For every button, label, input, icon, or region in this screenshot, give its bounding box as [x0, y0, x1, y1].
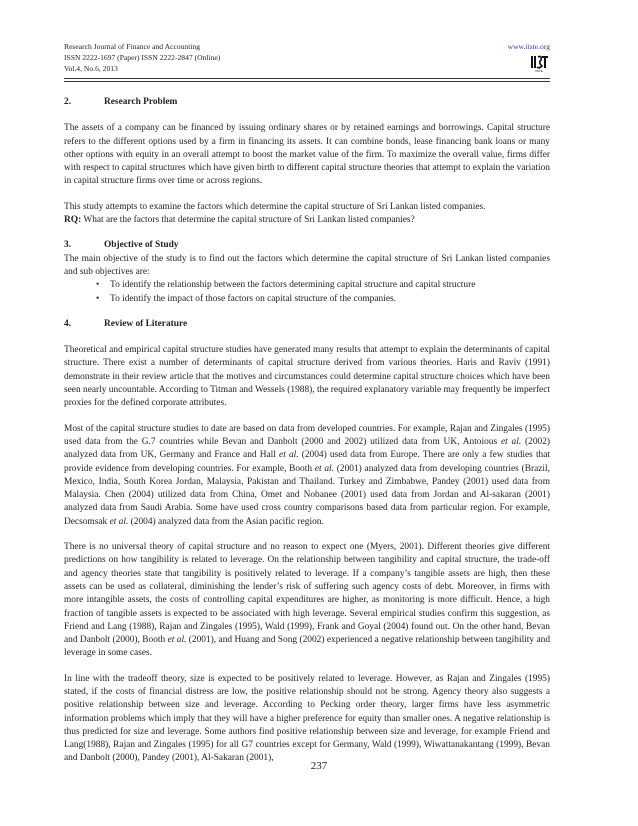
section-4-paragraph-1: Theoretical and empirical capital structure studies have generated many results that attempt to explain the determinants of capital structure. There exist a number of determinants of capital structure derived from various theories. Haris and Raviv (1991) demonstrate in their review article that the motives and circumstances could determine capital structure choices which have been seen nearly uncountable. According to Titman and Wessels (1988), the required explanatory variable may frequently be imperfect proxies for the defined corporate attributes.	[64, 345, 550, 409]
logo-text: IISTE	[535, 69, 543, 73]
section-3-title: Objective of Study	[104, 240, 179, 251]
etal-5: et al.	[167, 635, 187, 646]
etal-4: et al.	[109, 516, 129, 527]
list-item: • To identify the relationship between the factors determining capital structure and capital structure	[64, 279, 550, 292]
section-4-paragraph-2	[64, 423, 550, 529]
header-rule-2	[64, 81, 550, 82]
section-4-paragraph-4: In line with the tradeoff theory, size is expected to be positively related to leverage. However, as Rajan and Zingales (1995) stated, if the costs of financial distress are low, the positive relationship should not be strong. Agency theory also suggests a positive relationship between size and leverage. According to Pecking order theory, larger firms have less asymmetric information problems which imply that they will have a higher preference for equity than smaller ones. A negative relationship is thus predicted for size and leverage. Some authors find positive relationship between size and leverage, for example Friend and Lang(1988), Rajan and Zingales (1995) for all G7 countries except for Germany, Wald (1999), Wiwattanakantang (1999), Bevan and Danbolt (2000), Pandey (2001), Al-Sakaran (2001),	[64, 673, 550, 764]
journal-url-link[interactable]: www.iiste.org	[507, 42, 550, 51]
section-3-paragraph-1: The main objective of the study is to find out the factors which determine the capital structure of Sri Lankan listed companies and sub objectives are:	[64, 253, 550, 277]
section-4-title: Review of Literature	[104, 318, 188, 329]
section-2-paragraph-1: The assets of a company can be financed by issuing ordinary shares or by retained earnings and borrowings. Capital structure refers to the different options used by a firm in financing its assets. It can combine bonds, lease financing bank loans or many other options with equity in an overall attempt to boost the market value of the firm. To maximize the overall value, firms differ with respect to capital structures which have given birth to different capital structure theories that attempt to explain the variation in capital structure firms over time or across regions.	[64, 123, 550, 187]
rq-text: What are the factors that determine the capital structure of Sri Lankan listed companies?	[81, 215, 415, 226]
section-3-heading	[64, 239, 550, 252]
section-2-number: 2.	[64, 97, 72, 107]
p2-text-e: (2004) analyzed data from the Asian pacific region.	[128, 516, 324, 527]
section-4-paragraph-3	[64, 541, 550, 661]
volume-line: Vol.4, No.6, 2013	[64, 64, 118, 73]
p2-text-d: (2001) analyzed data from developing countries (Brazil, Mexico, India, South Korea Jordan, Malaysia, Pakistan and Thailand. Turkey and Zimbabwe, Pandey (2001) used data from Malaysia. Chen (2004) utilized data from China, Omet and Nobanee (2001) used data from Jordan and Al-sakaran (2001) analyzed data from Saudi Arabia. Some have used cross country comparisons based data from particular region. For example, Decsomsak	[64, 463, 550, 527]
page-number: 237	[310, 760, 328, 772]
page-body	[64, 96, 550, 766]
section-2-heading	[64, 96, 550, 109]
journal-name: Research Journal of Finance and Accounting	[64, 42, 201, 51]
issn-line: ISSN 2222-1697 (Paper) ISSN 2222-2847 (Online)	[64, 53, 221, 62]
etal-2: et al.	[279, 450, 299, 461]
etal-3: et al.	[314, 463, 334, 474]
objectives-list	[64, 279, 550, 306]
header-rule	[64, 78, 550, 79]
iiste-logo-icon	[528, 51, 550, 73]
section-4-heading	[64, 318, 550, 331]
section-2-paragraph-2: This study attempts to examine the factors which determine the capital structure of Sri Lankan listed companies.	[64, 201, 486, 212]
etal-1: et al.	[500, 436, 522, 447]
section-4-number: 4.	[64, 318, 72, 329]
p3-text-a: There is no universal theory of capital structure and no reason to expect one (Myers, 2001). Different theories give different predictions on how tangibility is related to leverage. On the relationship between tangibility and capital structure, the trade-off and agency theories state that tangibility is positively related to leverage. If a company’s tangible assets are high, then these assets can be used as collateral, diminishing the lender’s risk of suffering such agency costs of debt. Moreover, in firms with more intangible assets, the costs of controlling capital expenditures are higher, as monitoring is more difficult. Hence, a high fraction of tangible assets is expected to be associated with high leverage. Several empirical studies confirm this suggestion, as Friend and Lang (1988), Rajan and Zingales (1995), Wald (1999), Frank and Goyal (2004) found out. On the other hand, Bevan and Danbolt (2000), Booth	[64, 542, 550, 646]
section-3-number: 3.	[64, 240, 72, 251]
section-2-title: Research Problem	[104, 97, 178, 107]
research-question	[64, 214, 550, 227]
rq-label: RQ:	[64, 215, 82, 226]
p2-text-b: (2002) analyzed data from UK, Germany and France and Hall	[64, 436, 551, 461]
list-item: • To identify the impact of those factors on capital structure of the companies.	[64, 293, 550, 306]
p2-text-c: (2004) used data from Europe. There are only a few studies that provide evidence from developing countries. For example, Booth	[64, 450, 550, 474]
page-header	[64, 41, 550, 74]
p3-text-b: (2001), and Huang and Song (2002) experienced a negative relationship between tangibility and leverage in some cases.	[64, 635, 551, 659]
p2-text-a: Most of the capital structure studies to date are based on data from developed countries. For example, Rajan and Zingales (1995) used data from the G.7 countries while Bevan and Danbolt (2000 and 2002) utilized data from UK, Antoious	[64, 423, 550, 447]
